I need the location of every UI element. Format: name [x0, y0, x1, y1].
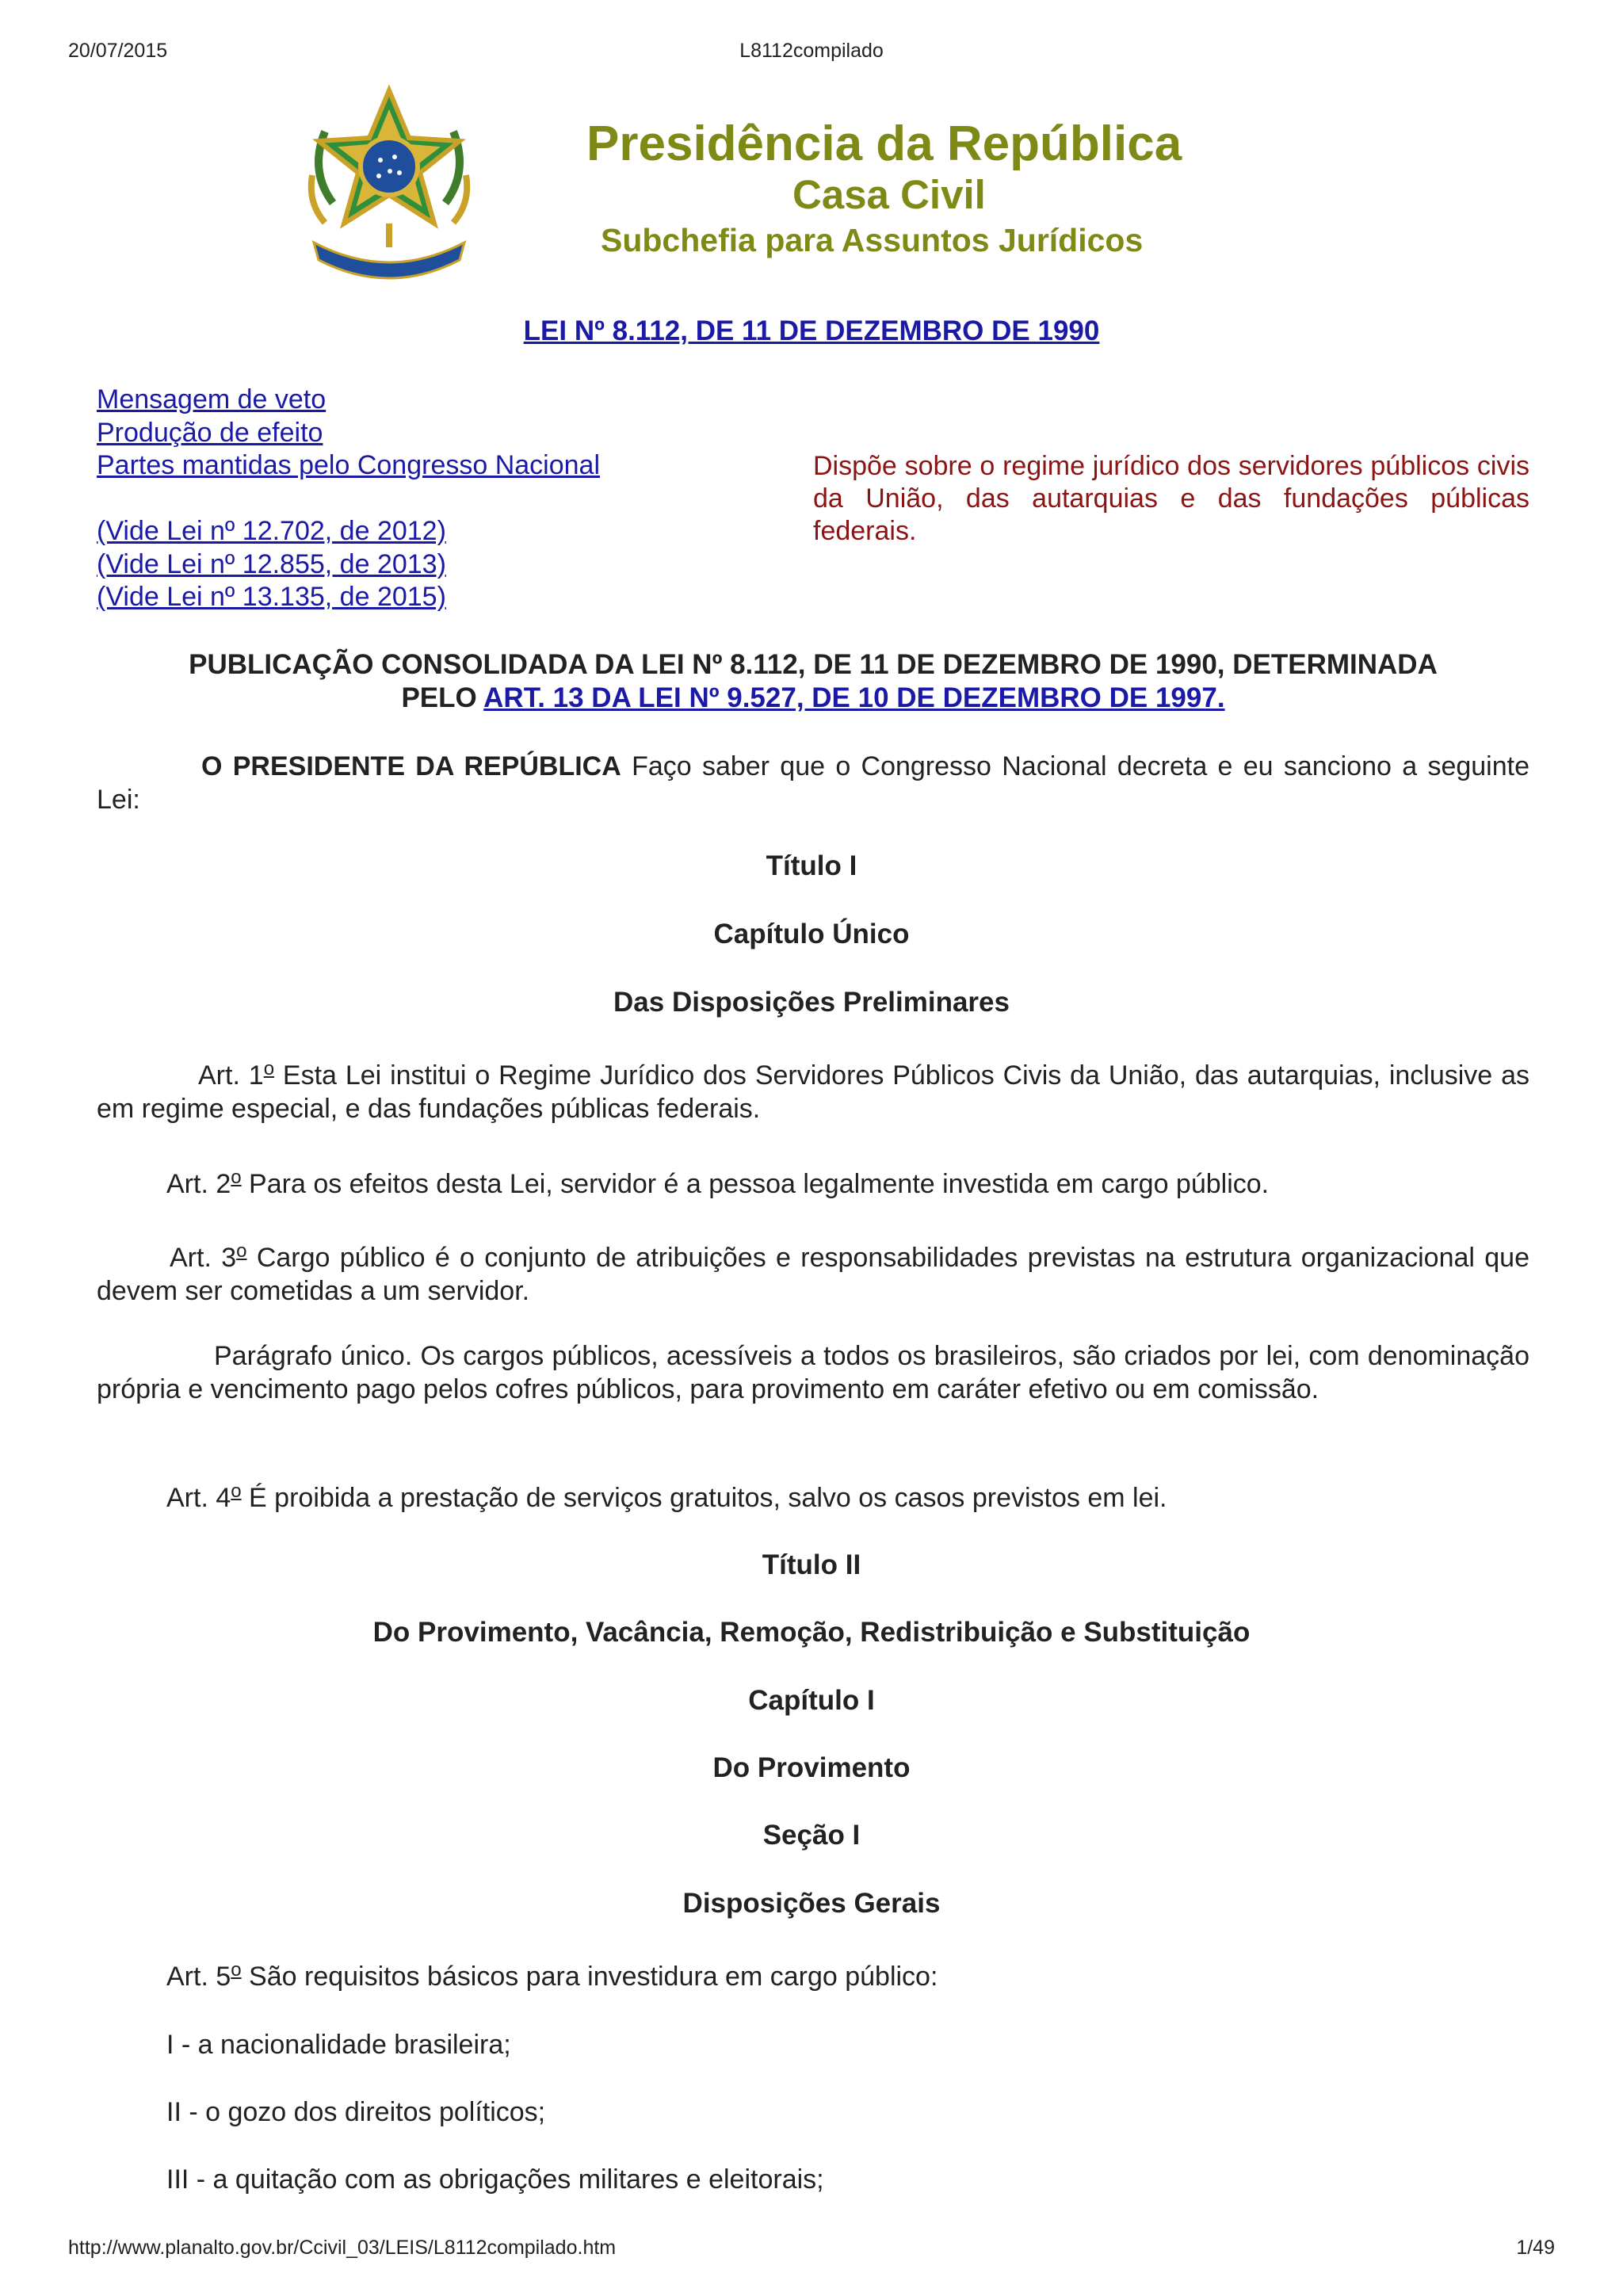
art3-text: Cargo público é o conjunto de atribuições e responsabilidades previstas na estrutura organizacional que devem ser cometidas a um servidor.: [97, 1243, 1530, 1306]
article-3: [97, 1241, 1529, 1308]
publication-line-1: PUBLICAÇÃO CONSOLIDADA DA LEI Nº 8.112, DE 11 DE DEZEMBRO DE 1990, DETERMINADA: [189, 649, 1438, 680]
preamble: [97, 750, 1529, 816]
link-partes-mantidas[interactable]: Partes mantidas pelo Congresso Nacional: [97, 450, 601, 480]
article-2: [97, 1167, 1529, 1201]
heading-titulo-2: Título II: [762, 1549, 861, 1580]
heading-titulo-1: Título I: [766, 850, 857, 881]
ementa: Dispõe sobre o regime jurídico dos servidores públicos civis da União, das autarquias e das fundações públicas federais.: [813, 451, 1529, 546]
art3-label: Art. 3: [170, 1243, 237, 1273]
ordinal: o: [231, 1480, 242, 1502]
ordinal: o: [263, 1058, 275, 1079]
preamble-bold: O PRESIDENTE DA REPÚBLICA: [201, 751, 621, 781]
print-url: http://www.planalto.gov.br/Ccivil_03/LEIS/L8112compilado.htm: [68, 2237, 617, 2259]
art4-text: É proibida a prestação de serviços gratuitos, salvo os casos previstos em lei.: [241, 1483, 1167, 1513]
header-casa-civil: Casa Civil: [792, 172, 986, 217]
publication-link[interactable]: ART. 13 DA LEI Nº 9.527, DE 10 DE DEZEMBRO DE 1997.: [483, 682, 1225, 713]
ordinal: o: [236, 1240, 247, 1262]
publication-note: [97, 648, 1529, 715]
inciso-1: I - a nacionalidade brasileira;: [166, 2030, 511, 2060]
law-title-link[interactable]: LEI Nº 8.112, DE 11 DE DEZEMBRO DE 1990: [523, 315, 1100, 346]
link-vide-lei-12855[interactable]: (Vide Lei nº 12.855, de 2013): [97, 548, 446, 579]
law-title: [0, 315, 1623, 347]
publication-prefix: PELO: [401, 682, 484, 713]
header-subchefia: Subchefia para Assuntos Jurídicos: [601, 222, 1144, 258]
print-date: 20/07/2015: [68, 40, 168, 62]
heading-disposicoes-gerais: Disposições Gerais: [682, 1888, 941, 1919]
art5-text: São requisitos básicos para investidura em cargo público:: [241, 1962, 938, 1992]
link-mensagem-de-veto[interactable]: Mensagem de veto: [97, 384, 327, 415]
art2-text: Para os efeitos desta Lei, servidor é a pessoa legalmente investida em cargo público.: [241, 1169, 1270, 1199]
preamble-text: Faço saber que o Congresso Nacional decreta e eu sanciono a seguinte Lei:: [97, 751, 1529, 815]
art1-text: Esta Lei institui o Regime Jurídico dos Servidores Públicos Civis da União, das autarquias, inclusive as em regime especial, e das fundações públicas federais.: [97, 1060, 1529, 1124]
article-5: [97, 1960, 1529, 1993]
art2-label: Art. 2: [166, 1169, 231, 1199]
heading-titulo-2-name: Do Provimento, Vacância, Remoção, Redistribuição e Substituição: [372, 1617, 1251, 1648]
heading-secao-1: Seção I: [762, 1820, 861, 1851]
art5-label: Art. 5: [166, 1962, 231, 1992]
print-doc-title: L8112compilado: [739, 40, 884, 62]
article-1: [97, 1059, 1529, 1125]
header-presidencia: Presidência da República: [586, 117, 1182, 171]
art1-label: Art. 1: [198, 1060, 264, 1091]
heading-capitulo-1: Capítulo I: [748, 1685, 875, 1716]
inciso-2: II - o gozo dos direitos políticos;: [166, 2097, 546, 2127]
inciso-3: III - a quitação com as obrigações militares e eleitorais;: [166, 2164, 824, 2195]
heading-disposicoes-preliminares: Das Disposições Preliminares: [613, 987, 1010, 1018]
link-vide-lei-13135[interactable]: (Vide Lei nº 13.135, de 2015): [97, 582, 446, 612]
article-3-paragraph: Parágrafo único. Os cargos públicos, acessíveis a todos os brasileiros, são criados por lei, com denominação própria e vencimento pago pelos cofres públicos, para provimento em caráter efetivo ou em comissão.: [97, 1341, 1529, 1404]
link-producao-de-efeito[interactable]: Produção de efeito: [97, 417, 323, 448]
link-vide-lei-12702[interactable]: (Vide Lei nº 12.702, de 2012): [97, 516, 446, 546]
print-page-number: 1/49: [1516, 2237, 1555, 2259]
heading-do-provimento: Do Provimento: [712, 1752, 911, 1783]
ordinal: o: [231, 1959, 242, 1981]
ordinal: o: [231, 1167, 242, 1188]
art4-label: Art. 4: [166, 1483, 231, 1513]
coat-of-arms-icon: [301, 84, 477, 282]
publication-line-2: [97, 682, 1529, 715]
related-links: [97, 384, 600, 614]
heading-capitulo-unico: Capítulo Único: [713, 919, 910, 949]
article-4: [97, 1481, 1529, 1515]
